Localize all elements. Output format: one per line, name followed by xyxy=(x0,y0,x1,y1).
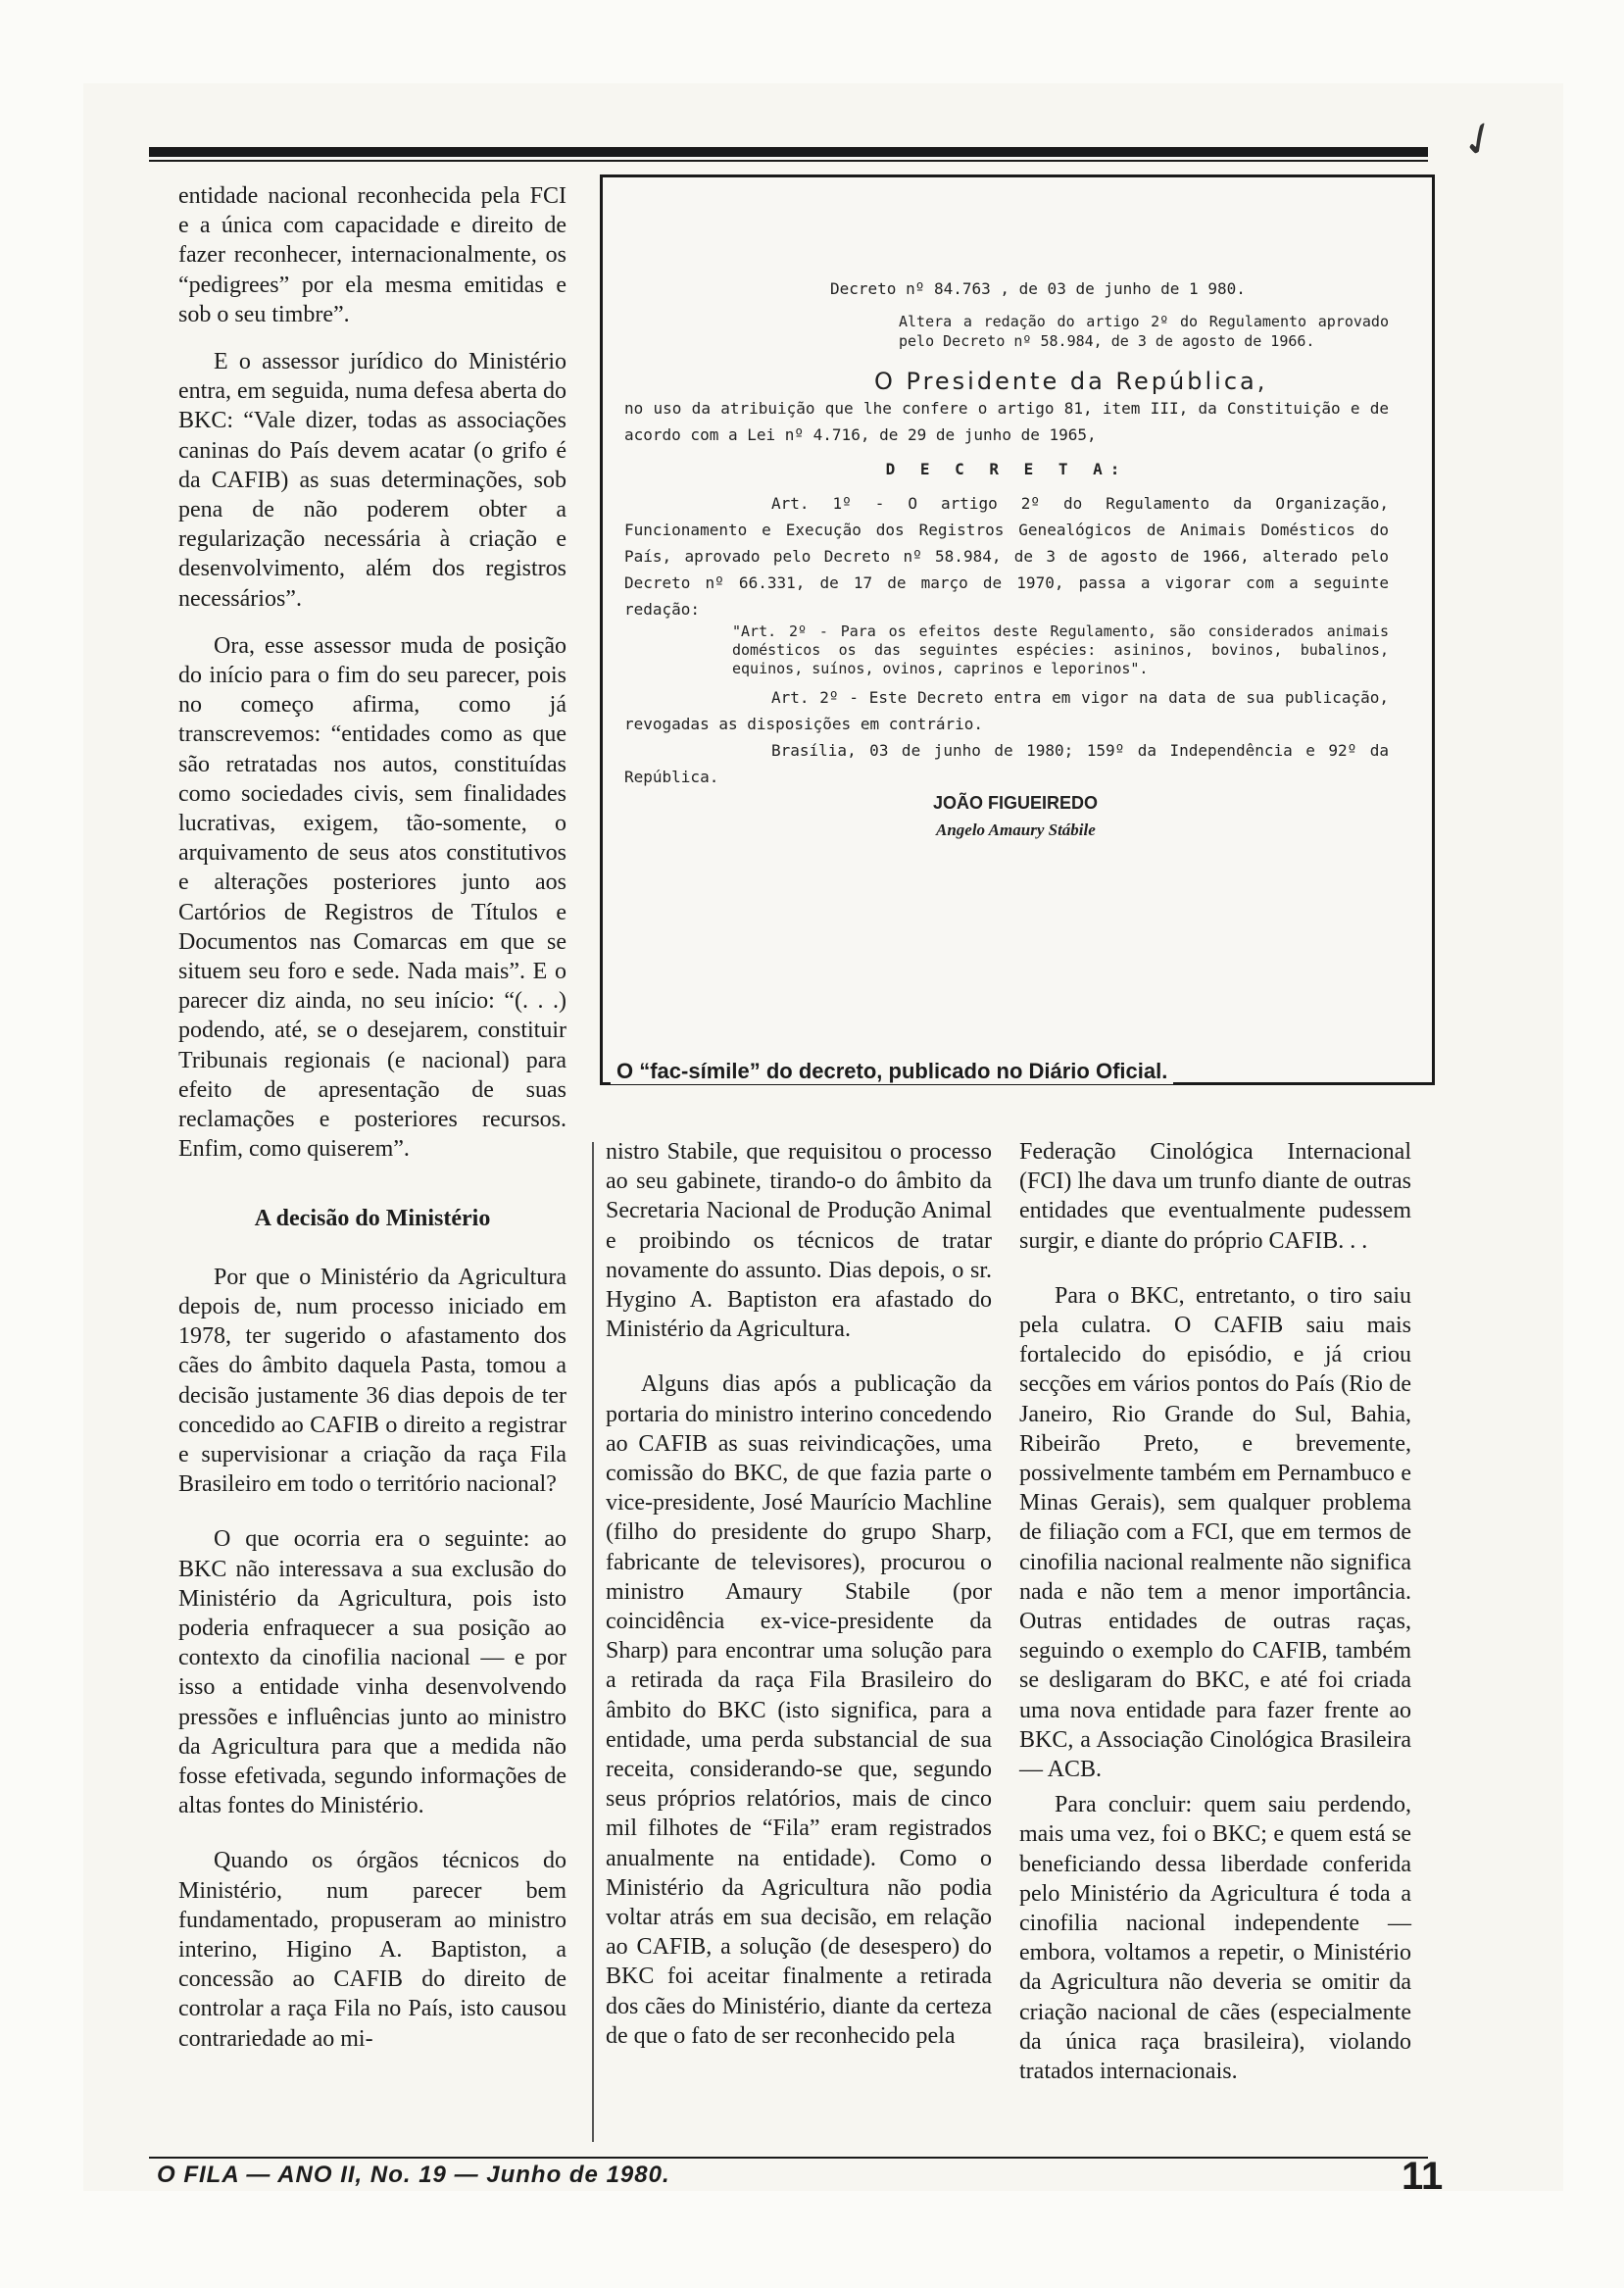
paragraph: Quando os órgãos técnicos do Ministério, num parecer bem fundamentado, propuseram ao ministro interino, Higino A. Baptiston, a concessão ao CAFIB do direito de controlar a raça Fila no País, isto causou contrariedade ao mi- xyxy=(178,1848,566,2052)
decree-text xyxy=(624,275,1399,843)
paragraph: Para concluir: quem saiu perdendo, mais uma vez, foi o BKC; e quem está se beneficiando dessa liberdade conferida pelo Ministério da Agricultura é toda a cinofilia nacional independente — embora, voltamos a repetir, o Ministério da Agricultura não deveria se omitir da criação nacional de cães (especialmente da única raça brasileira), violando tratados internacionais. xyxy=(1019,1792,1411,2085)
page-number: 11 xyxy=(1402,2155,1444,2198)
paragraph: Ora, esse assessor muda de posição do início para o fim do seu parecer, pois no começo afirma, como já transcrevemos: “entidades como as que são retratadas nos autos, constituídas como sociedades civis, sem finalidades lucrativas, exigem, tão-somente, o arquivamento de seus atos constitutivos e alterações posteriores junto aos Cartórios de Registros de Títulos e Documentos nas Comarcas em que se situem seu foro e sede. Nada mais”. E o parecer diz ainda, no seu início: “(. . .) podendo, até, se o desejarem, constituir Tribunais regionais (e nacional) para efeito de apresentação de suas reclamações e posteriores recursos. Enfim, como quiserem”. xyxy=(178,632,566,1163)
paragraph: Por que o Ministério da Agricultura depois de, num processo iniciado em 1978, ter sugerido o afastamento dos cães do âmbito daquela Pasta, tomou a decisão justamente 36 dias depois de ter concedido ao CAFIB o direito a registrar e supervisionar a criação da raça Fila Brasileiro em todo o território nacional? xyxy=(178,1264,566,1498)
figure-caption: O “fac-símile” do decreto, publicado no Diário Oficial. xyxy=(611,1059,1173,1084)
decree-signature-president: JOÃO FIGUEIREDO xyxy=(933,793,1099,813)
decree-decreta: D E C R E T A: xyxy=(885,460,1128,478)
decree-preamble: no uso da atribuição que lhe confere o artigo 81, item III, da Constituição e de acordo com a Lei nº 4.716, de 29 de junho de 1965, xyxy=(624,399,1399,444)
bottom-rule xyxy=(149,2157,1428,2159)
paragraph: E o assessor jurídico do Ministério entra, em seguida, numa defesa aberta do BKC: “Vale dizer, todas as associações caninas do País devem acatar (o grifo é da CAFIB) as suas determinações, sob pena de não poderem obter a regularização necessária à criação e desenvolvimento, além dos registros necessários”. xyxy=(178,349,566,612)
article-column-3 xyxy=(1019,1137,1411,2086)
column-divider xyxy=(592,1142,594,2142)
paragraph: Para o BKC, entretanto, o tiro saiu pela culatra. O CAFIB saiu mais fortalecido do episódio, e já criou secções em vários pontos do País (Rio de Janeiro, Rio Grande do Sul, Bahia, Ribeirão Preto, e brevemente, possivelmente também em Pernambuco e Minas Gerais), sem qualquer problema de filiação com a FCI, que em termos de cinofilia nacional realmente não significa nada e não tem a menor importância. Outras entidades de outras raças, seguindo o exemplo do CAFIB, também se desligaram do BKC, e até foi criada uma nova entidade para fazer frente ao BKC, a Associação Cinológica Brasileira — ACB. xyxy=(1019,1282,1411,1783)
section-heading: A decisão do Ministério xyxy=(254,1205,491,1231)
footer-publication-line: O FILA — ANO II, No. 19 — Junho de 1980. xyxy=(157,2162,670,2188)
decree-article-2: Art. 2º - Este Decreto entra em vigor na data de sua publicação, revogadas as disposições em contrário. xyxy=(624,688,1399,733)
paragraph: Alguns dias após a publicação da portaria do ministro interino concedendo ao CAFIB as suas reivindicações, uma comissão do BKC, de que fazia parte o vice-presidente, José Maurício Machline (filho do presidente do grupo Sharp, fabricante de televisores), procurou o ministro Amaury Stabile (por coincidência ex-vice-presidente da Sharp) para encontrar uma solução para a retirada da raça Fila Brasileiro do âmbito do BKC (isto significa, para a entidade, uma perda substancial de sua receita, considerando-se que, segundo seus próprios relatórios, mais de cinco mil filhotes de “Fila” eram registrados anualmente na entidade). Como o Ministério da Agricultura não podia voltar atrás em sua decisão, em relação ao CAFIB, a solução (de desespero) do BKC foi aceitar finalmente a retirada dos cães do Ministério, diante da certeza de que o fato de ser reconhecido pela xyxy=(606,1371,992,2049)
paragraph: Federação Cinológica Internacional (FCI) lhe dava um trunfo diante de outras entidades que eventualmente pudessem surgir, e diante do próprio CAFIB. . . xyxy=(1019,1139,1411,1254)
decree-facsimile-box xyxy=(600,174,1435,1085)
decree-title: Decreto nº 84.763 , de 03 de junho de 1 980. xyxy=(830,279,1246,298)
handwritten-mark: ✓ xyxy=(1451,108,1507,171)
decree-signature-minister: Angelo Amaury Stábile xyxy=(936,821,1096,839)
paragraph: nistro Stabile, que requisitou o processo ao seu gabinete, tirando-o do âmbito da Secretaria Nacional de Produção Animal e proibindo os técnicos de tratar novamente do assunto. Dias depois, o sr. Hygino A. Baptiston era afastado do Ministério da Agricultura. xyxy=(606,1139,992,1343)
top-rule xyxy=(149,147,1428,157)
decree-president-heading: O Presidente da República, xyxy=(874,368,1268,395)
paragraph: entidade nacional reconhecida pela FCI e a única com capacidade e direito de fazer reconhecer, internacionalmente, os “pedigrees” por ela mesma emitidas e sob o seu timbre”. xyxy=(178,183,566,327)
decree-article-1: Art. 1º - O artigo 2º do Regulamento da Organização, Funcionamento e Execução dos Registros Genealógicos de Animais Domésticos do País, aprovado pelo Decreto nº 58.984, de 3 de agosto de 1966, alterado pelo Decreto nº 66.331, de 17 de março de 1970, passa a vigorar com a seguinte redação: xyxy=(624,494,1399,619)
top-rule-thin xyxy=(149,160,1428,162)
decree-summary: Altera a redação do artigo 2º do Regulamento aprovado pelo Decreto nº 58.984, de 3 de agosto de 1966. xyxy=(899,313,1399,350)
decree-quoted-article: "Art. 2º - Para os efeitos deste Regulamento, são considerados animais domésticos os das seguintes espécies: asininos, bovinos, bubalinos, equinos, suínos, ovinos, caprinos e leporinos". xyxy=(732,622,1399,677)
paragraph: O que ocorria era o seguinte: ao BKC não interessava a sua exclusão do Ministério da Agricultura, pois isto poderia enfraquecer a sua posição ao contexto da cinofilia nacional — e por isso a entidade vinha desenvolvendo pressões e influências junto ao ministro da Agricultura para que a medida não fosse efetivada, segundo informações de altas fontes do Ministério. xyxy=(178,1526,566,1819)
decree-place-date: Brasília, 03 de junho de 1980; 159º da Independência e 92º da República. xyxy=(624,741,1399,786)
article-column-1 xyxy=(178,181,566,2054)
article-column-2 xyxy=(606,1137,992,2051)
